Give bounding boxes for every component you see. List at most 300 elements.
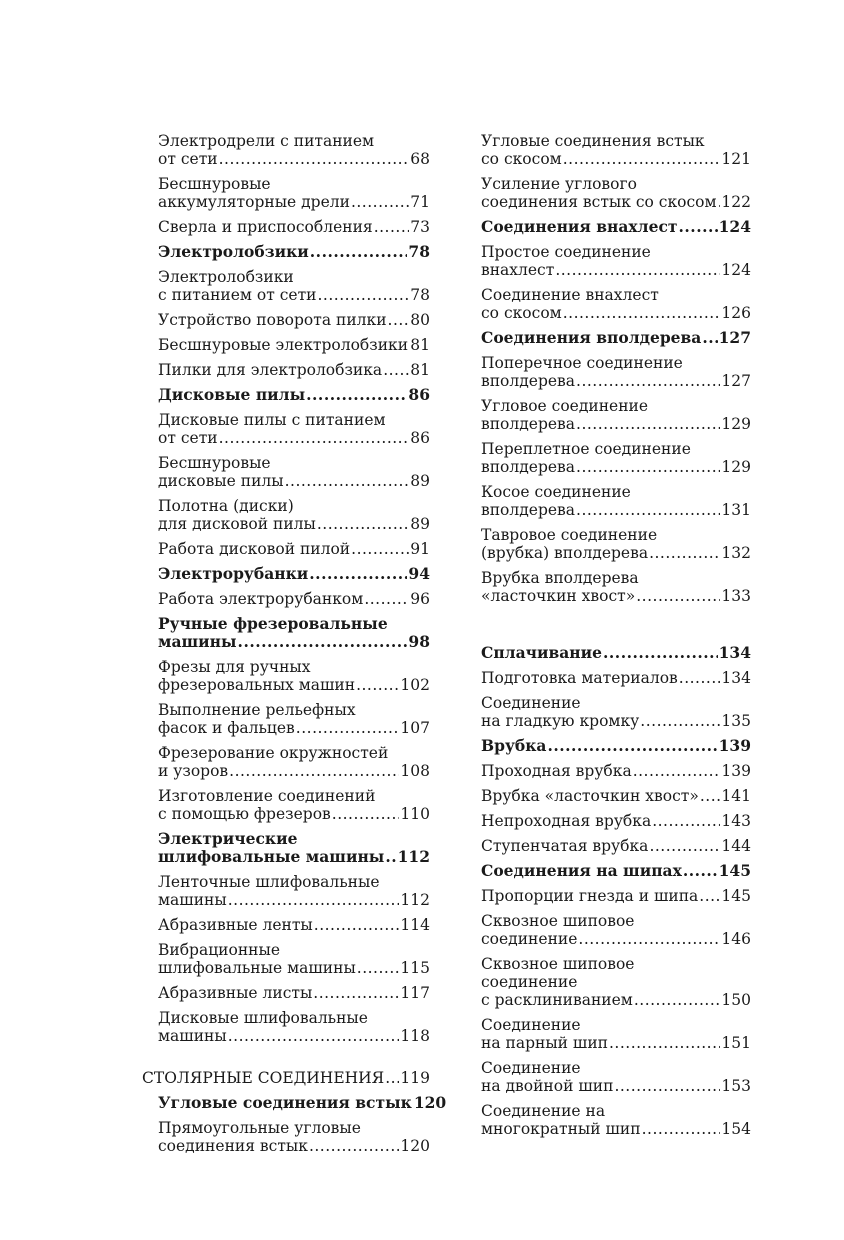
toc-entry-title: соединения встык со скосом bbox=[481, 193, 717, 211]
toc-entry-line bbox=[481, 501, 751, 519]
toc-entry-line bbox=[481, 837, 751, 855]
toc-page-number: 153 bbox=[721, 1077, 751, 1095]
toc-page-number: 141 bbox=[721, 787, 751, 805]
toc-entry-line bbox=[481, 569, 751, 587]
toc-entry-title: «ласточкин хвост» bbox=[481, 587, 636, 605]
toc-entry-line bbox=[158, 959, 430, 977]
toc-dot-leader bbox=[374, 218, 410, 236]
toc-dot-leader bbox=[700, 787, 721, 805]
toc-entry[interactable] bbox=[481, 132, 751, 168]
toc-entry-line bbox=[481, 544, 751, 562]
toc-entry-line bbox=[158, 633, 430, 651]
toc-entry-line bbox=[158, 873, 430, 891]
section-gap bbox=[481, 612, 751, 644]
toc-entry-line bbox=[158, 411, 430, 429]
toc-entry-title: машины bbox=[158, 891, 227, 909]
toc-page-number: 131 bbox=[721, 501, 751, 519]
toc-dot-leader bbox=[228, 891, 400, 909]
toc-entry-title: машины bbox=[158, 632, 237, 651]
toc-entry-title: вполдерева bbox=[481, 501, 576, 519]
toc-entry-title: Поперечное соединение bbox=[481, 354, 683, 372]
toc-page-number: 102 bbox=[400, 676, 430, 694]
toc-page-number: 117 bbox=[400, 984, 430, 1002]
toc-entry-line bbox=[158, 454, 430, 472]
toc-entry-title: Простое соединение bbox=[481, 243, 651, 261]
toc-dot-leader bbox=[576, 372, 720, 390]
toc-entry-title: Тавровое соединение bbox=[481, 526, 658, 544]
toc-dot-leader bbox=[609, 1034, 720, 1052]
toc-dot-leader bbox=[388, 311, 410, 329]
toc-page-number: 80 bbox=[410, 311, 430, 329]
toc-entry[interactable] bbox=[481, 286, 751, 322]
toc-left-column bbox=[142, 132, 447, 1162]
toc-entry-line bbox=[158, 1137, 430, 1155]
toc-page-number: 71 bbox=[410, 193, 430, 211]
toc-entry-line bbox=[481, 812, 751, 830]
toc-page-number: 78 bbox=[410, 286, 430, 304]
toc-dot-leader bbox=[576, 501, 720, 519]
toc-subsection-heading[interactable] bbox=[481, 644, 751, 662]
toc-entry[interactable] bbox=[481, 669, 751, 687]
toc-entry-title: вполдерева bbox=[481, 458, 576, 476]
toc-entry-title: Ступенчатая врубка bbox=[481, 837, 649, 855]
toc-dot-leader bbox=[683, 862, 718, 880]
toc-page-number: 120 bbox=[413, 1093, 447, 1112]
toc-entry-line bbox=[481, 912, 751, 930]
toc-entry[interactable] bbox=[481, 440, 751, 476]
toc-entry-title: (врубка) вполдерева bbox=[481, 544, 649, 562]
toc-entry-title: на двойной шип bbox=[481, 1077, 614, 1095]
toc-entry-line bbox=[158, 565, 430, 583]
toc-entry-line bbox=[158, 916, 430, 934]
toc-entry[interactable] bbox=[481, 354, 751, 390]
toc-entry-line bbox=[158, 361, 430, 379]
toc-entry[interactable] bbox=[158, 744, 430, 780]
toc-page-number: 86 bbox=[410, 429, 430, 447]
toc-entry-title: с помощью фрезеров bbox=[158, 805, 331, 823]
toc-entry[interactable] bbox=[158, 175, 430, 211]
toc-entry-line bbox=[158, 218, 430, 236]
toc-entry-line bbox=[481, 132, 751, 150]
toc-entry-line bbox=[158, 744, 430, 762]
toc-entry-title: шлифовальные машины bbox=[158, 959, 356, 977]
toc-entry-line bbox=[481, 526, 751, 544]
toc-entry[interactable] bbox=[158, 268, 430, 304]
toc-entry-line bbox=[481, 737, 751, 755]
toc-entry[interactable] bbox=[158, 916, 430, 934]
toc-page-number: 110 bbox=[400, 805, 430, 823]
toc-entry-title: Электродрели с питанием bbox=[158, 132, 375, 150]
toc-dot-leader bbox=[317, 515, 409, 533]
toc-dot-leader bbox=[296, 719, 400, 737]
toc-entry[interactable] bbox=[158, 1119, 430, 1155]
toc-subsection-heading[interactable] bbox=[158, 615, 430, 651]
toc-entry-line bbox=[158, 787, 430, 805]
toc-entry-title: Соединение bbox=[481, 1016, 581, 1034]
toc-entry[interactable] bbox=[158, 361, 430, 379]
toc-entry-title: Соединения на шипах bbox=[481, 861, 682, 880]
toc-entry-title: Сквозное шиповое bbox=[481, 955, 635, 973]
toc-entry[interactable] bbox=[481, 569, 751, 605]
toc-entry-line bbox=[158, 132, 430, 150]
toc-page-number: 91 bbox=[410, 540, 430, 558]
toc-entry-line bbox=[481, 397, 751, 415]
toc-entry-line bbox=[481, 415, 751, 433]
toc-page-number: 68 bbox=[410, 150, 430, 168]
toc-dot-leader bbox=[633, 762, 721, 780]
toc-dot-leader bbox=[309, 1137, 399, 1155]
toc-dot-leader bbox=[702, 329, 717, 347]
toc-page-number: 89 bbox=[410, 515, 430, 533]
toc-entry-title: дисковые пилы bbox=[158, 472, 284, 490]
toc-entry-line bbox=[158, 311, 430, 329]
toc-page-number: 112 bbox=[400, 891, 430, 909]
toc-entry-line bbox=[481, 762, 751, 780]
toc-entry-line bbox=[481, 329, 751, 347]
toc-entry-title: на гладкую кромку bbox=[481, 712, 640, 730]
toc-entry-line bbox=[158, 830, 430, 848]
toc-entry-title: Прямоугольные угловые bbox=[158, 1119, 361, 1137]
toc-entry-title: Электролобзики bbox=[158, 242, 309, 261]
toc-entry-line bbox=[481, 694, 751, 712]
toc-section-heading[interactable] bbox=[142, 1069, 430, 1087]
toc-entry[interactable] bbox=[158, 873, 430, 909]
toc-entry-line bbox=[481, 1102, 751, 1120]
toc-entry-line bbox=[481, 973, 751, 991]
toc-dot-leader bbox=[649, 544, 720, 562]
toc-entry-line bbox=[481, 1059, 751, 1077]
toc-entry-title: с питанием от сети bbox=[158, 286, 317, 304]
toc-entry-line bbox=[481, 1120, 751, 1138]
toc-entry[interactable] bbox=[481, 887, 751, 905]
toc-entry-line bbox=[158, 762, 430, 780]
toc-page-number: 73 bbox=[410, 218, 430, 236]
toc-page-number: 145 bbox=[718, 861, 751, 880]
toc-entry[interactable] bbox=[481, 175, 751, 211]
toc-entry[interactable] bbox=[481, 762, 751, 780]
toc-entry[interactable] bbox=[158, 132, 430, 168]
toc-entry[interactable] bbox=[158, 336, 430, 354]
toc-right-column bbox=[481, 132, 751, 1145]
toc-entry-title: Работа дисковой пилой bbox=[158, 540, 351, 558]
toc-entry-title: Бесшнуровые электролобзики bbox=[158, 336, 409, 354]
toc-entry[interactable] bbox=[158, 1009, 430, 1045]
toc-entry-line bbox=[158, 540, 430, 558]
toc-entry[interactable] bbox=[481, 812, 751, 830]
toc-subsection-heading[interactable] bbox=[481, 737, 751, 755]
toc-dot-leader bbox=[306, 386, 407, 404]
toc-dot-leader bbox=[383, 361, 409, 379]
toc-entry-line bbox=[481, 261, 751, 279]
toc-dot-leader bbox=[313, 984, 399, 1002]
toc-entry-title: Электролобзики bbox=[158, 268, 294, 286]
toc-dot-leader bbox=[310, 243, 408, 261]
toc-page-number: 115 bbox=[400, 959, 430, 977]
toc-entry-title: Угловые соединения встык bbox=[158, 1093, 412, 1112]
toc-entry-line bbox=[158, 243, 430, 261]
toc-page-number: 139 bbox=[718, 736, 751, 755]
toc-entry[interactable] bbox=[158, 590, 430, 608]
toc-dot-leader bbox=[679, 218, 718, 236]
toc-dot-leader bbox=[219, 150, 410, 168]
toc-entry-line bbox=[481, 669, 751, 687]
toc-entry[interactable] bbox=[481, 1016, 751, 1052]
toc-entry-line bbox=[481, 930, 751, 948]
toc-page-number: 121 bbox=[721, 150, 751, 168]
toc-page-number: 120 bbox=[400, 1137, 430, 1155]
toc-entry[interactable] bbox=[481, 787, 751, 805]
toc-dot-leader bbox=[718, 193, 721, 211]
toc-entry-line bbox=[158, 429, 430, 447]
toc-entry-title: и узоров bbox=[158, 762, 229, 780]
toc-entry-title: внахлест bbox=[481, 261, 555, 279]
toc-dot-leader bbox=[285, 472, 410, 490]
toc-entry-title: соединение bbox=[481, 930, 578, 948]
toc-entry-line bbox=[481, 218, 751, 236]
toc-entry-title: фрезеровальных машин bbox=[158, 676, 356, 694]
toc-entry-title: Сквозное шиповое bbox=[481, 912, 635, 930]
toc-dot-leader bbox=[351, 193, 409, 211]
toc-entry-title: Угловое соединение bbox=[481, 397, 649, 415]
toc-entry-title: СТОЛЯРНЫЕ СОЕДИНЕНИЯ bbox=[142, 1069, 385, 1087]
toc-entry[interactable] bbox=[481, 912, 751, 948]
toc-dot-leader bbox=[679, 669, 721, 687]
toc-entry[interactable] bbox=[158, 701, 430, 737]
toc-entry-title: Электрические bbox=[158, 829, 298, 848]
toc-dot-leader bbox=[699, 887, 720, 905]
toc-subsection-heading[interactable] bbox=[158, 243, 430, 261]
toc-entry-title: Фрезерование окружностей bbox=[158, 744, 389, 762]
toc-entry-title: Соединение на bbox=[481, 1102, 606, 1120]
toc-entry[interactable] bbox=[481, 694, 751, 730]
toc-entry-title: Переплетное соединение bbox=[481, 440, 691, 458]
toc-dot-leader bbox=[385, 848, 396, 866]
toc-entry-title: Изготовление соединений bbox=[158, 787, 376, 805]
toc-entry-title: машины bbox=[158, 1027, 227, 1045]
toc-entry-line bbox=[481, 991, 751, 1009]
toc-entry-line bbox=[481, 458, 751, 476]
toc-entry-line bbox=[481, 243, 751, 261]
toc-entry-line bbox=[158, 336, 430, 354]
toc-entry-line bbox=[158, 590, 430, 608]
toc-entry[interactable] bbox=[158, 984, 430, 1002]
toc-page-number: 144 bbox=[721, 837, 751, 855]
toc-dot-leader bbox=[576, 415, 720, 433]
toc-entry-title: Сверла и приспособления bbox=[158, 218, 373, 236]
toc-entry-line bbox=[158, 472, 430, 490]
toc-entry-line bbox=[158, 497, 430, 515]
toc-entry-title: Сплачивание bbox=[481, 643, 603, 662]
toc-entry[interactable] bbox=[158, 497, 430, 533]
toc-page-number: 135 bbox=[721, 712, 751, 730]
toc-page-number: 98 bbox=[408, 632, 430, 651]
toc-entry-title: Абразивные ленты bbox=[158, 916, 313, 934]
toc-entry[interactable] bbox=[158, 454, 430, 490]
toc-entry[interactable] bbox=[481, 1102, 751, 1138]
toc-entry-title: Выполнение рельефных bbox=[158, 701, 356, 719]
toc-entry-title: Врубка «ласточкин хвост» bbox=[481, 787, 699, 805]
toc-entry[interactable] bbox=[158, 218, 430, 236]
toc-entry-title: Соединение bbox=[481, 1059, 581, 1077]
toc-entry-line bbox=[158, 719, 430, 737]
toc-entry-line bbox=[481, 483, 751, 501]
toc-dot-leader bbox=[351, 540, 409, 558]
toc-entry[interactable] bbox=[481, 837, 751, 855]
toc-subsection-heading[interactable] bbox=[158, 386, 430, 404]
toc-page-number: 129 bbox=[721, 415, 751, 433]
toc-entry[interactable] bbox=[481, 1059, 751, 1095]
toc-entry-title: Косое соединение bbox=[481, 483, 631, 501]
toc-entry-title: от сети bbox=[158, 150, 218, 168]
toc-page-number: 89 bbox=[410, 472, 430, 490]
toc-entry-title: соединение bbox=[481, 973, 578, 991]
toc-entry-line bbox=[481, 304, 751, 322]
toc-page-number: 132 bbox=[721, 544, 751, 562]
toc-entry-title: с расклиниванием bbox=[481, 991, 633, 1009]
toc-entry[interactable] bbox=[158, 658, 430, 694]
toc-entry-title: Ленточные шлифовальные bbox=[158, 873, 380, 891]
toc-page-number: 151 bbox=[721, 1034, 751, 1052]
toc-entry-line bbox=[158, 286, 430, 304]
toc-page-number: 127 bbox=[718, 328, 751, 347]
toc-page-number: 94 bbox=[408, 564, 430, 583]
toc-entry-line bbox=[481, 787, 751, 805]
toc-entry-title: Электрорубанки bbox=[158, 564, 309, 583]
toc-entry-title: Соединения вполдерева bbox=[481, 328, 702, 347]
toc-entry[interactable] bbox=[158, 411, 430, 447]
toc-entry-title: Абразивные листы bbox=[158, 984, 313, 1002]
toc-page-number: 81 bbox=[410, 361, 430, 379]
toc-entry-line bbox=[142, 1069, 430, 1087]
toc-page-number: 118 bbox=[400, 1027, 430, 1045]
toc-entry-title: Непроходная врубка bbox=[481, 812, 652, 830]
toc-entry-line bbox=[481, 150, 751, 168]
toc-entry-title: от сети bbox=[158, 429, 218, 447]
toc-entry-line bbox=[158, 515, 430, 533]
toc-entry-line bbox=[481, 712, 751, 730]
toc-page-number: 114 bbox=[400, 916, 430, 934]
toc-entry[interactable] bbox=[481, 397, 751, 433]
toc-entry-line bbox=[481, 354, 751, 372]
toc-dot-leader bbox=[603, 644, 718, 662]
toc-dot-leader bbox=[636, 587, 720, 605]
toc-entry-title: Соединение bbox=[481, 694, 581, 712]
toc-entry-title: многократный шип bbox=[481, 1120, 641, 1138]
toc-dot-leader bbox=[640, 712, 720, 730]
toc-entry-line bbox=[481, 286, 751, 304]
toc-entry-title: соединения встык bbox=[158, 1137, 308, 1155]
toc-entry-line bbox=[481, 193, 751, 211]
toc-entry-title: со скосом bbox=[481, 304, 562, 322]
toc-subsection-heading[interactable] bbox=[481, 329, 751, 347]
toc-entry-title: вполдерева bbox=[481, 372, 576, 390]
toc-dot-leader bbox=[364, 590, 409, 608]
toc-dot-leader bbox=[576, 458, 720, 476]
toc-dot-leader bbox=[547, 737, 717, 755]
toc-entry-line bbox=[158, 1027, 430, 1045]
toc-entry-title: Полотна (диски) bbox=[158, 497, 294, 515]
toc-dot-leader bbox=[219, 429, 410, 447]
toc-dot-leader bbox=[652, 812, 720, 830]
toc-entry-title: Пилки для электролобзика bbox=[158, 361, 383, 379]
toc-dot-leader bbox=[228, 1027, 400, 1045]
toc-dot-leader bbox=[642, 1120, 721, 1138]
toc-page-number: 134 bbox=[718, 643, 751, 662]
toc-page-number: 143 bbox=[721, 812, 751, 830]
toc-subsection-heading[interactable] bbox=[158, 565, 430, 583]
toc-entry-title: Врубка bbox=[481, 736, 547, 755]
toc-entry[interactable] bbox=[481, 243, 751, 279]
toc-entry[interactable] bbox=[158, 311, 430, 329]
toc-entry-title: Угловые соединения встык bbox=[481, 132, 705, 150]
toc-entry-title: Врубка вполдерева bbox=[481, 569, 639, 587]
toc-dot-leader bbox=[563, 150, 721, 168]
toc-entry-title: Ручные фрезеровальные bbox=[158, 614, 388, 633]
toc-dot-leader bbox=[332, 805, 400, 823]
toc-entry[interactable] bbox=[481, 526, 751, 562]
toc-entry-line bbox=[158, 1119, 430, 1137]
toc-entry-title: со скосом bbox=[481, 150, 562, 168]
toc-entry[interactable] bbox=[158, 787, 430, 823]
toc-entry-title: Дисковые пилы bbox=[158, 385, 306, 404]
toc-entry-title: Соединения внахлест bbox=[481, 217, 678, 236]
toc-entry[interactable] bbox=[481, 483, 751, 519]
toc-entry-line bbox=[481, 587, 751, 605]
toc-entry-line bbox=[481, 175, 751, 193]
toc-subsection-heading[interactable] bbox=[481, 218, 751, 236]
toc-entry-line bbox=[481, 862, 751, 880]
toc-entry-title: Дисковые шлифовальные bbox=[158, 1009, 368, 1027]
toc-entry[interactable] bbox=[481, 955, 751, 1009]
toc-entry-title: шлифовальные машины bbox=[158, 847, 385, 866]
toc-entry-title: Дисковые пилы с питанием bbox=[158, 411, 386, 429]
toc-entry-line bbox=[158, 658, 430, 676]
toc-entry-line bbox=[481, 440, 751, 458]
toc-entry-line bbox=[158, 193, 430, 211]
toc-entry-line bbox=[481, 644, 751, 662]
toc-entry-title: Бесшнуровые bbox=[158, 175, 271, 193]
toc-entry-line bbox=[158, 805, 430, 823]
toc-page-number: 134 bbox=[721, 669, 751, 687]
toc-page-number: 129 bbox=[721, 458, 751, 476]
toc-subsection-heading[interactable] bbox=[481, 862, 751, 880]
toc-entry-title: на парный шип bbox=[481, 1034, 608, 1052]
toc-entry-line bbox=[158, 941, 430, 959]
toc-entry[interactable] bbox=[158, 540, 430, 558]
toc-entry-title: Бесшнуровые bbox=[158, 454, 271, 472]
toc-subsection-heading[interactable] bbox=[158, 830, 430, 866]
toc-dot-leader bbox=[238, 633, 408, 651]
toc-page-number: 139 bbox=[721, 762, 751, 780]
toc-entry-title: вполдерева bbox=[481, 415, 576, 433]
toc-page-number: 133 bbox=[721, 587, 751, 605]
toc-dot-leader bbox=[634, 991, 721, 1009]
toc-page-number: 145 bbox=[721, 887, 751, 905]
toc-subsection-heading[interactable] bbox=[158, 1093, 447, 1112]
toc-entry-line bbox=[481, 1016, 751, 1034]
toc-page-number: 78 bbox=[408, 242, 430, 261]
toc-page-number: 122 bbox=[721, 193, 751, 211]
toc-entry-line bbox=[481, 1077, 751, 1095]
toc-page-number: 119 bbox=[400, 1069, 430, 1087]
toc-page-number: 127 bbox=[721, 372, 751, 390]
toc-entry-line bbox=[158, 891, 430, 909]
toc-entry-line bbox=[158, 615, 430, 633]
toc-entry-line bbox=[158, 1093, 447, 1112]
toc-entry[interactable] bbox=[158, 941, 430, 977]
toc-entry-line bbox=[158, 984, 430, 1002]
toc-entry-title: Проходная врубка bbox=[481, 762, 632, 780]
